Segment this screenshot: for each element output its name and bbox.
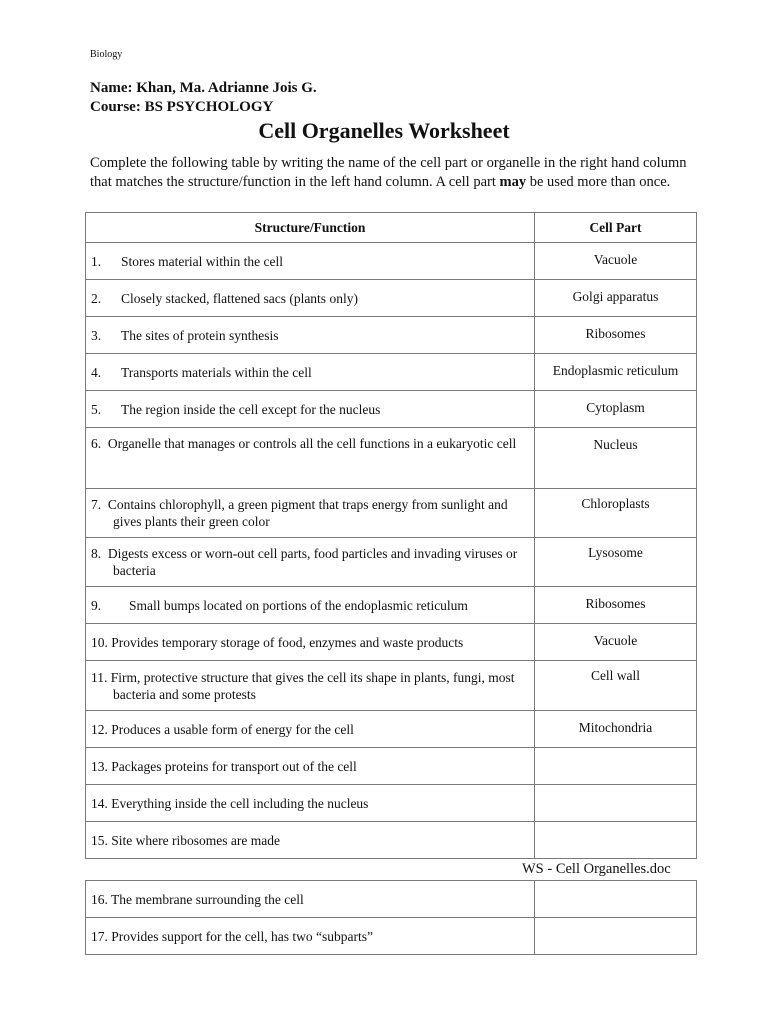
- answer-cell[interactable]: Golgi apparatus: [535, 280, 697, 317]
- structure-cell: [86, 587, 535, 624]
- table-row: [86, 428, 697, 489]
- structure-text: Firm, protective structure that gives the cell its shape in plants, fungi, most bacteria and some protests: [110, 669, 515, 702]
- row-number: 10.: [91, 634, 108, 650]
- row-number: 16.: [91, 891, 108, 907]
- table-row: [86, 822, 697, 859]
- row-number: 13.: [91, 758, 108, 774]
- structure-text: Provides support for the cell, has two “subparts”: [111, 928, 373, 944]
- answer-cell[interactable]: [535, 822, 697, 859]
- organelles-table-continued: [85, 880, 697, 955]
- answer-cell[interactable]: Ribosomes: [535, 587, 697, 624]
- table-row: [86, 711, 697, 748]
- table-row: [86, 661, 697, 711]
- answer-cell[interactable]: Chloroplasts: [535, 489, 697, 538]
- structure-cell: [86, 748, 535, 785]
- structure-text: Stores material within the cell: [121, 253, 283, 269]
- organelles-table: [85, 212, 697, 859]
- structure-cell: [86, 391, 535, 428]
- row-number: 7.: [91, 497, 102, 512]
- row-number: 1.: [91, 253, 102, 269]
- structure-cell: [86, 624, 535, 661]
- answer-cell[interactable]: Ribosomes: [535, 317, 697, 354]
- page-title: Cell Organelles Worksheet: [258, 118, 510, 143]
- structure-text: Everything inside the cell including the nucleus: [111, 795, 369, 811]
- instructions: [90, 154, 700, 192]
- structure-text: Small bumps located on portions of the endoplasmic reticulum: [129, 597, 468, 613]
- table-row: [86, 280, 697, 317]
- structure-cell: [86, 317, 535, 354]
- table-row: [86, 489, 697, 538]
- structure-cell: [86, 243, 535, 280]
- row-number: 8.: [91, 546, 102, 561]
- structure-text: Produces a usable form of energy for the cell: [111, 721, 354, 737]
- answer-cell[interactable]: [535, 785, 697, 822]
- table-row: [86, 918, 697, 955]
- structure-text: Transports materials within the cell: [121, 364, 312, 380]
- structure-cell: [86, 822, 535, 859]
- structure-text: Closely stacked, flattened sacs (plants only): [121, 290, 358, 306]
- row-number: 3.: [91, 327, 102, 343]
- structure-cell: [86, 538, 535, 587]
- instructions-part1: Complete the following table by writing the name of the cell part or organelle in the right hand column that matches the structure/function in the left hand column. A cell part: [90, 155, 687, 190]
- structure-text: Packages proteins for transport out of the cell: [111, 758, 357, 774]
- answer-cell[interactable]: [535, 918, 697, 955]
- structure-cell: [86, 280, 535, 317]
- table-row: [86, 538, 697, 587]
- table-row: [86, 785, 697, 822]
- structure-text: Provides temporary storage of food, enzymes and waste products: [111, 634, 464, 650]
- table-row: [86, 587, 697, 624]
- footer-filename: WS - Cell Organelles.doc: [522, 861, 671, 877]
- row-number: 2.: [91, 290, 102, 306]
- answer-cell[interactable]: Mitochondria: [535, 711, 697, 748]
- structure-text: The membrane surrounding the cell: [111, 891, 304, 907]
- table-row: [86, 748, 697, 785]
- answer-cell[interactable]: Vacuole: [535, 243, 697, 280]
- structure-cell: [86, 918, 535, 955]
- structure-cell: [86, 489, 535, 538]
- subject-label: Biology: [90, 49, 123, 60]
- table-row: [86, 391, 697, 428]
- answer-cell[interactable]: Vacuole: [535, 624, 697, 661]
- row-number: 14.: [91, 795, 108, 811]
- answer-cell[interactable]: [535, 748, 697, 785]
- row-number: 11.: [91, 669, 108, 685]
- structure-text: Organelle that manages or controls all the cell functions in a eukaryotic cell: [107, 436, 517, 451]
- structure-text: The sites of protein synthesis: [121, 327, 279, 343]
- table-row: [86, 243, 697, 280]
- structure-cell: [86, 428, 535, 489]
- row-number: 9.: [91, 597, 102, 613]
- row-number: 6.: [91, 436, 102, 451]
- student-name: Name: Khan, Ma. Adrianne Jois G.: [90, 80, 317, 96]
- student-course: Course: BS PSYCHOLOGY: [90, 99, 274, 115]
- structure-text: Contains chlorophyll, a green pigment that traps energy from sunlight and gives plants their green color: [107, 497, 508, 529]
- structure-cell: [86, 711, 535, 748]
- answer-cell[interactable]: Nucleus: [535, 428, 697, 489]
- structure-cell: [86, 881, 535, 918]
- table-row: [86, 317, 697, 354]
- row-number: 4.: [91, 364, 102, 380]
- instructions-part2: be used more than once.: [526, 174, 671, 190]
- structure-text: The region inside the cell except for the nucleus: [121, 401, 381, 417]
- row-number: 12.: [91, 721, 108, 737]
- answer-cell[interactable]: [535, 881, 697, 918]
- answer-cell[interactable]: Endoplasmic reticulum: [535, 354, 697, 391]
- row-number: 15.: [91, 832, 108, 848]
- table-row: [86, 881, 697, 918]
- table-row: [86, 354, 697, 391]
- structure-text: Site where ribosomes are made: [111, 832, 280, 848]
- instructions-bold: may: [499, 174, 527, 190]
- row-number: 5.: [91, 401, 102, 417]
- table-row: [86, 624, 697, 661]
- structure-text: Digests excess or worn-out cell parts, food particles and invading viruses or bacteria: [107, 546, 518, 578]
- answer-cell[interactable]: Cell wall: [535, 661, 697, 711]
- structure-cell: [86, 661, 535, 711]
- answer-cell[interactable]: Cytoplasm: [535, 391, 697, 428]
- answer-cell[interactable]: Lysosome: [535, 538, 697, 587]
- column-header-structure: Structure/Function: [86, 213, 535, 243]
- row-number: 17.: [91, 928, 108, 944]
- structure-cell: [86, 785, 535, 822]
- structure-cell: [86, 354, 535, 391]
- column-header-cell-part: Cell Part: [535, 213, 697, 243]
